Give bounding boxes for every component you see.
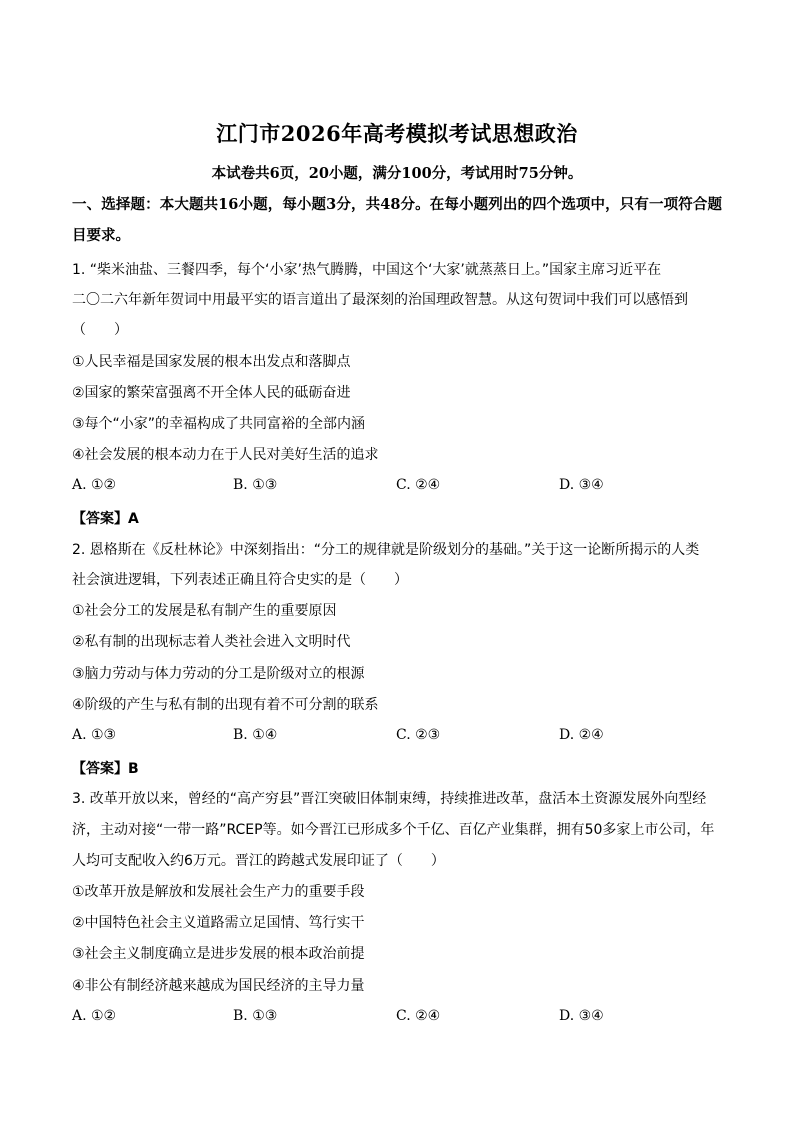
- question-2-statement-2: ②私有制的出现标志着人类社会进入文明时代: [72, 634, 351, 650]
- question-2-option-c: C. ②③: [396, 727, 441, 743]
- question-3-line-2: 济，主动对接“一带一路”RCEP等。如今晋江已形成多个千亿、百亿产业集群，拥有50多家上市公司，年: [72, 822, 715, 838]
- question-3-line-1: 3. 改革开放以来，曾经的“高产穷县”晋江突破旧体制束缚，持续推进改革，盘活本土资源发展外向型经: [72, 791, 707, 807]
- question-2-statement-1: ①社会分工的发展是私有制产生的重要原因: [72, 603, 337, 619]
- question-2-line-1: 2. 恩格斯在《反杜林论》中深刻指出：“分工的规律就是阶级划分的基础。”关于这一论断所揭示的人类: [72, 542, 700, 558]
- page-title: 江门市2026年高考模拟考试思想政治: [216, 121, 578, 146]
- question-2-line-2: 社会演进逻辑，下列表述正确且符合史实的是（ ）: [72, 572, 408, 588]
- question-1-option-b: B. ①③: [233, 477, 278, 493]
- question-1-option-d: D. ③④: [559, 477, 604, 493]
- question-1-line-2: 二〇二六年新年贺词中用最平实的语言道出了最深刻的治国理政智慧。从这句贺词中我们可以感悟到: [72, 292, 688, 308]
- question-3-option-a: A. ①②: [72, 1008, 117, 1024]
- exam-info: 本试卷共6页，20小题，满分100分，考试用时75分钟。: [211, 165, 583, 182]
- question-3-option-b: B. ①③: [233, 1008, 278, 1024]
- question-3-option-c: C. ②④: [396, 1008, 441, 1024]
- question-1-option-c: C. ②④: [396, 477, 441, 493]
- question-3-statement-4: ④非公有制经济越来越成为国民经济的主导力量: [72, 978, 365, 994]
- question-2-statement-4: ④阶级的产生与私有制的出现有着不可分割的联系: [72, 697, 379, 713]
- question-1-line-1: 1. “柴米油盐、三餐四季，每个‘小家’热气腾腾，中国这个‘大家’就蒸蒸日上。”国家主席习近平在: [72, 262, 662, 278]
- question-1-statement-3: ③每个“小家”的幸福构成了共同富裕的全部内涵: [72, 416, 366, 432]
- question-1-statement-1: ①人民幸福是国家发展的根本出发点和落脚点: [72, 354, 351, 370]
- question-3-option-d: D. ③④: [559, 1008, 604, 1024]
- question-3-statement-3: ③社会主义制度确立是进步发展的根本政治前提: [72, 946, 365, 962]
- question-3-statement-1: ①改革开放是解放和发展社会生产力的重要手段: [72, 884, 365, 900]
- question-3-line-3: 人均可支配收入约6万元。晋江的跨越式发展印证了（ ）: [72, 853, 445, 869]
- question-1-option-a: A. ①②: [72, 477, 117, 493]
- question-2-option-b: B. ①④: [233, 727, 278, 743]
- question-2-option-d: D. ②④: [559, 727, 604, 743]
- section-heading: 一、选择题：本大题共16小题，每小题3分，共48分。在每小题列出的四个选项中，只有一项符合题目要求。: [72, 196, 722, 244]
- question-2-statement-3: ③脑力劳动与体力劳动的分工是阶级对立的根源: [72, 666, 365, 682]
- question-2-answer: 【答案】B: [72, 761, 139, 777]
- question-3-statement-2: ②中国特色社会主义道路需立足国情、笃行实干: [72, 915, 365, 931]
- question-1-statement-4: ④社会发展的根本动力在于人民对美好生活的追求: [72, 447, 379, 463]
- question-1-line-3: （ ）: [72, 322, 128, 338]
- question-2-option-a: A. ①③: [72, 727, 117, 743]
- question-1-answer: 【答案】A: [72, 511, 139, 527]
- question-1-statement-2: ②国家的繁荣富强离不开全体人民的砥砺奋进: [72, 385, 351, 401]
